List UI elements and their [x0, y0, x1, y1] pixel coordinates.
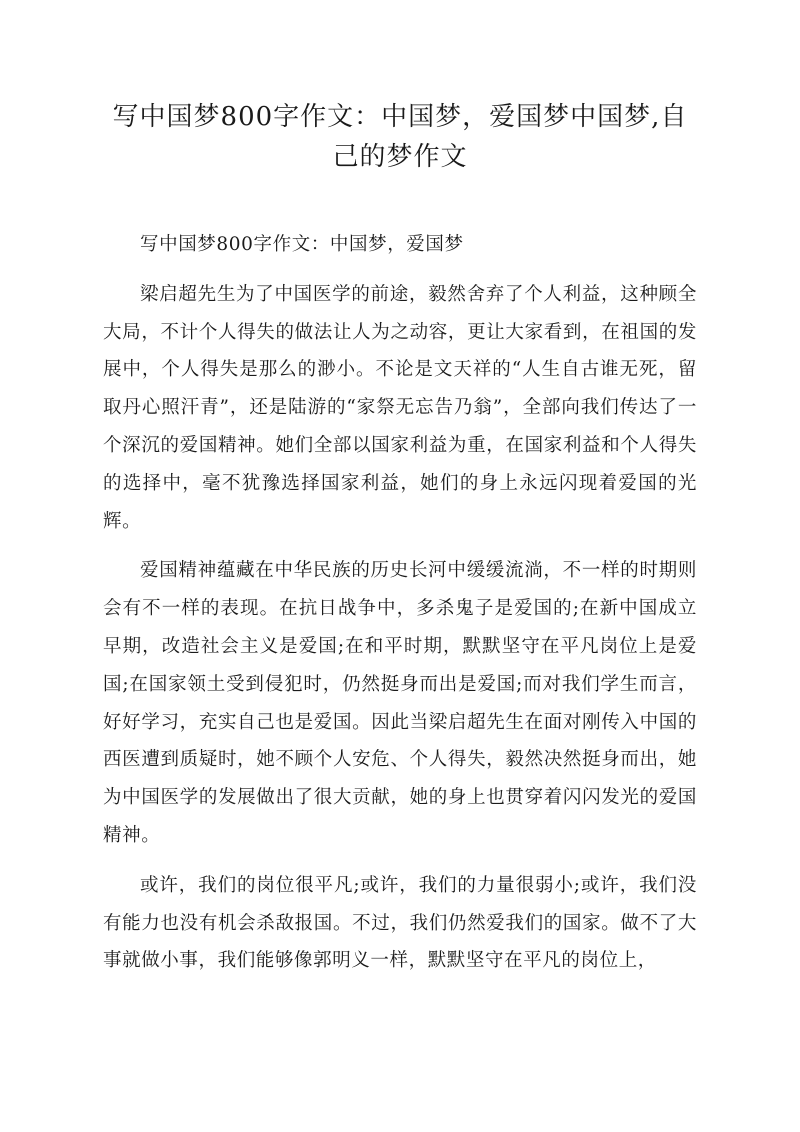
document-body	[103, 226, 697, 992]
paragraph: 或许，我们的岗位很平凡;或许，我们的力量很弱小;或许，我们没有能力也没有机会杀敌报国。不过，我们仍然爱我们的国家。做不了大事就做小事，我们能够像郭明义一样，默默坚守在平凡的岗位上，	[103, 874, 697, 972]
paragraph: 爱国精神蕴藏在中华民族的历史长河中缓缓流淌，不一样的时期则会有不一样的表现。在抗日战争中，多杀鬼子是爱国的;在新中国成立早期，改造社会主义是爱国;在和平时期，默默坚守在平凡岗位上是爱国;在国家领土受到侵犯时，仍然挺身而出是爱国;而对我们学生而言，好好学习，充实自己也是爱国。因此当梁启超先生在面对刚传入中国的西医遭到质疑时，她不顾个人安危、个人得失，毅然决然挺身而出，她为中国医学的发展做出了很大贡献，她的身上也贯穿着闪闪发光的爱国精神。	[103, 560, 697, 846]
document-subtitle: 写中国梦800字作文：中国梦，爱国梦	[140, 234, 464, 255]
paragraph: 梁启超先生为了中国医学的前途，毅然舍弃了个人利益，这种顾全大局，不计个人得失的做法让人为之动容，更让大家看到，在祖国的发展中，个人得失是那么的渺小。不论是文天祥的“人生自古谁无死，留取丹心照汗青”，还是陆游的“家祭无忘告乃翁”，全部向我们传达了一个深沉的爱国精神。她们全部以国家利益为重，在国家利益和个人得失的选择中，毫不犹豫选择国家利益，她们的身上永远闪现着爱国的光辉。	[103, 283, 697, 532]
document-title: 写中国梦800字作文：中国梦，爱国梦中国梦,自己的梦作文	[112, 102, 688, 172]
